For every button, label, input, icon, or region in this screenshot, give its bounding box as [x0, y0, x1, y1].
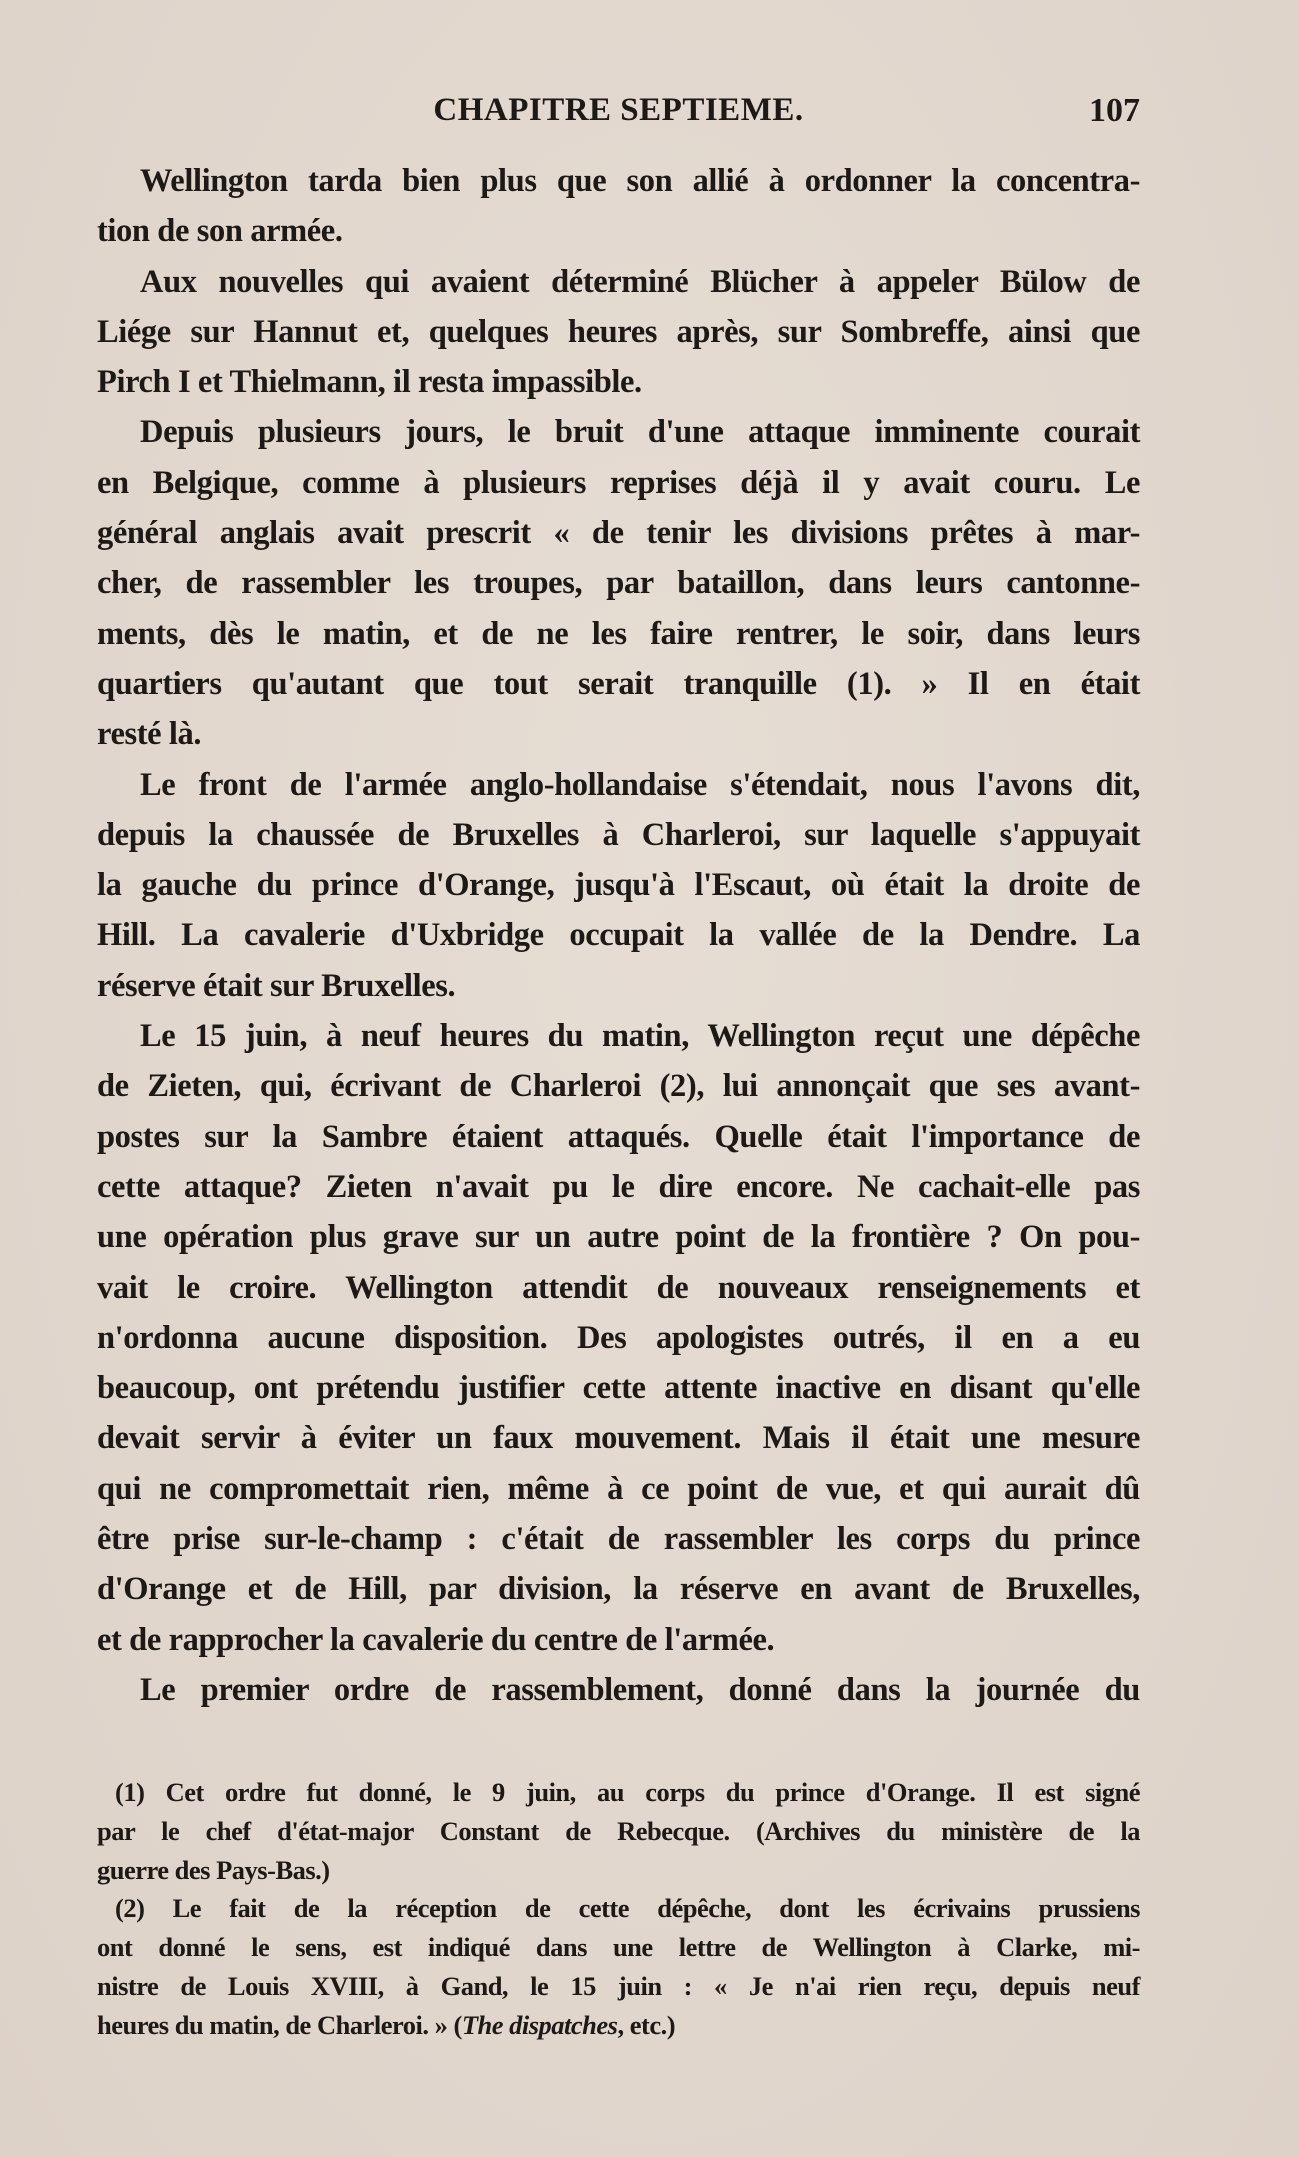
italic-title: The dispatches: [461, 2009, 618, 2040]
text-line: de Zieten, qui, écrivant de Charleroi (2), lui annonçait que ses avant-: [97, 1068, 1140, 1105]
footnote: [97, 1889, 1140, 2044]
text-line: la gauche du prince d'Orange, jusqu'à l'Escaut, où était la droite de: [97, 867, 1140, 904]
text-line: d'Orange et de Hill, par division, la réserve en avant de Bruxelles,: [97, 1571, 1140, 1608]
paragraph: [97, 257, 1140, 408]
text-line: Depuis plusieurs jours, le bruit d'une attaque imminente courait: [140, 414, 1140, 451]
text-line: guerre des Pays-Bas.): [97, 1854, 330, 1885]
footnotes: [97, 1773, 1140, 2045]
text-line: Aux nouvelles qui avaient déterminé Blücher à appeler Bülow de: [140, 263, 1140, 300]
paragraph: [97, 760, 1140, 1011]
text-line: postes sur la Sambre étaient attaqués. Quelle était l'importance de: [97, 1118, 1140, 1155]
text-line: Wellington tarda bien plus que son allié à ordonner la concentra-: [140, 163, 1140, 199]
footnote: [97, 1773, 1140, 1889]
text-line: Liége sur Hannut et, quelques heures après, sur Sombreffe, ainsi que: [97, 313, 1140, 350]
text-line: être prise sur-le-champ : c'était de rassembler les corps du prince: [97, 1521, 1140, 1558]
text-line: cette attaque? Zieten n'avait pu le dire encore. Ne cachait-elle pas: [97, 1168, 1140, 1205]
text-line: en Belgique, comme à plusieurs reprises déjà il y avait couru. Le: [97, 464, 1140, 501]
text-line: par le chef d'état-major Constant de Rebecque. (Archives du ministère de la: [97, 1815, 1140, 1846]
text-line: tion de son armée.: [97, 213, 343, 250]
paragraph: [97, 1011, 1140, 1665]
page-number: 107: [1089, 92, 1140, 129]
paragraph: [97, 1665, 1140, 1715]
paragraph: [97, 156, 1140, 257]
text-line: n'ordonna aucune disposition. Des apologistes outrés, il en a eu: [97, 1319, 1140, 1356]
text-line: quartiers qu'autant que tout serait tranquille (1). » Il en était: [97, 665, 1140, 702]
text-line: (1) Cet ordre fut donné, le 9 juin, au corps du prince d'Orange. Il est signé: [115, 1777, 1140, 1807]
text-line: Le front de l'armée anglo-hollandaise s'étendait, nous l'avons dit,: [140, 766, 1140, 803]
text-line: ont donné le sens, est indiqué dans une lettre de Wellington à Clarke, mi-: [97, 1932, 1140, 1963]
text-line: une opération plus grave sur un autre point de la frontière ? On pou-: [97, 1219, 1140, 1256]
text-line: devait servir à éviter un faux mouvement. Mais il était une mesure: [97, 1420, 1140, 1457]
text-line: réserve était sur Bruxelles.: [97, 967, 456, 1004]
text-line: beaucoup, ont prétendu justifier cette attente inactive en disant qu'elle: [97, 1370, 1140, 1407]
text-line: (2) Le fait de la réception de cette dépêche, dont les écrivains prussiens: [115, 1893, 1140, 1924]
text-line: et de rapprocher la cavalerie du centre de l'armée.: [97, 1621, 775, 1658]
text-line: depuis la chaussée de Bruxelles à Charleroi, sur laquelle s'appuyait: [97, 816, 1140, 853]
text-line: vait le croire. Wellington attendit de nouveaux renseignements et: [97, 1269, 1140, 1306]
running-title: CHAPITRE SEPTIEME.: [433, 92, 804, 128]
text-line: cher, de rassembler les troupes, par bataillon, dans leurs cantonne-: [97, 565, 1140, 602]
text-line: resté là.: [97, 716, 202, 753]
text-line: Hill. La cavalerie d'Uxbridge occupait la vallée de la Dendre. La: [97, 917, 1140, 954]
text-line: Pirch I et Thielmann, il resta impassible.: [97, 364, 642, 401]
text-line: Le 15 juin, à neuf heures du matin, Wellington reçut une dépêche: [140, 1018, 1140, 1055]
text-line: heures du matin, de Charleroi. » (The dispatches, etc.): [97, 2009, 676, 2040]
text-line: général anglais avait prescrit « de tenir les divisions prêtes à mar-: [97, 515, 1140, 552]
text-line: qui ne compromettait rien, même à ce point de vue, et qui aurait dû: [97, 1470, 1140, 1507]
running-header: [97, 92, 1140, 136]
paragraph: [97, 407, 1140, 759]
text-line: nistre de Louis XVIII, à Gand, le 15 juin : « Je n'ai rien reçu, depuis neuf: [97, 1970, 1140, 2001]
text-line: Le premier ordre de rassemblement, donné dans la journée du: [140, 1671, 1140, 1708]
text-line: ments, dès le matin, et de ne les faire rentrer, le soir, dans leurs: [97, 615, 1140, 652]
body-text: [97, 156, 1140, 1715]
